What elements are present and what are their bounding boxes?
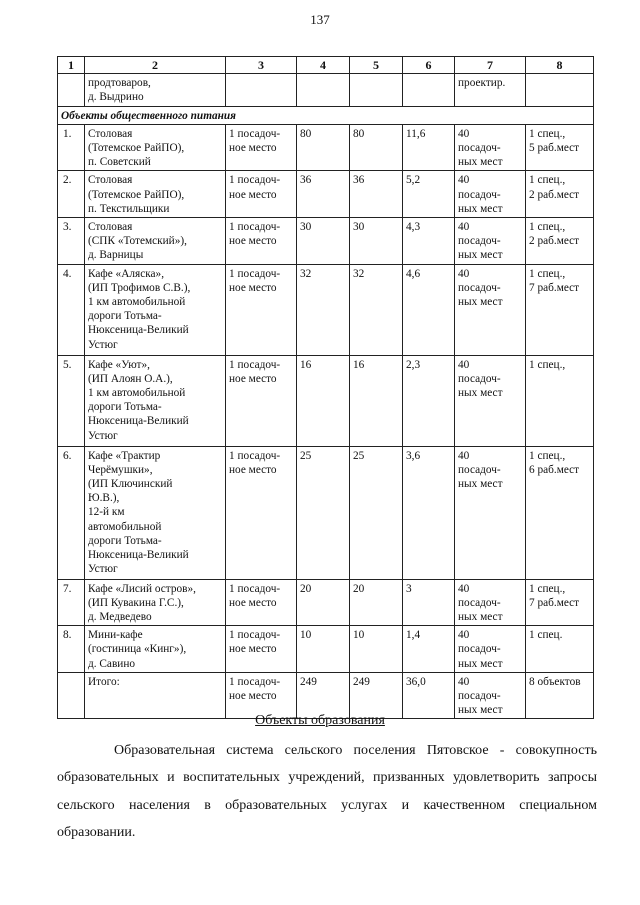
body-paragraph: Образовательная система сельского поселения Пятовское - совокупность образовательных и воспитательных учреждений, призванных удовлетворить запросы сельского населения в образовательных услугах и качественном специальном образовании. — [57, 743, 597, 840]
table-row — [58, 355, 594, 446]
table-cell: 11,6 — [403, 124, 455, 171]
table-row — [58, 124, 594, 171]
table-cell — [403, 74, 455, 106]
section-title: Объекты общественного питания — [58, 106, 594, 124]
table-cell: 1 посадоч- ное место — [226, 446, 297, 579]
header-cell-3: 3 — [226, 57, 297, 74]
header-cell-1: 1 — [58, 57, 85, 74]
table-cell: Итого: — [85, 672, 226, 719]
table-cell: 1 спец., 6 раб.мест — [526, 446, 594, 579]
table-cell: 8 объектов — [526, 672, 594, 719]
table-cell: 8. — [58, 626, 85, 673]
table-cell: 249 — [297, 672, 350, 719]
table-cell: 2,3 — [403, 355, 455, 446]
table-cell: 1 спец., 7 раб.мест — [526, 264, 594, 355]
table-cell — [58, 672, 85, 719]
section-row — [58, 106, 594, 124]
header-cell-2: 2 — [85, 57, 226, 74]
table-cell: 10 — [350, 626, 403, 673]
table-cell: 1 спец., — [526, 355, 594, 446]
table-cell: 10 — [297, 626, 350, 673]
catering-objects-table — [57, 56, 594, 719]
header-cell-5: 5 — [350, 57, 403, 74]
table-body — [58, 57, 594, 719]
table-cell: 20 — [350, 579, 403, 626]
table-row — [58, 218, 594, 265]
table-cell: 249 — [350, 672, 403, 719]
table-cell: Кафе «Трактир Черёмушки», (ИП Ключинский Ю.В.), 12-й км автомобильной дороги Тотьма- Нюксеница-Великий Устюг — [85, 446, 226, 579]
table-cell: продтоваров, д. Выдрино — [85, 74, 226, 106]
table-header-row — [58, 57, 594, 74]
table-cell — [297, 74, 350, 106]
table-cell: 32 — [350, 264, 403, 355]
table-cell: 36,0 — [403, 672, 455, 719]
header-cell-8: 8 — [526, 57, 594, 74]
table-cell: 1 посадоч- ное место — [226, 672, 297, 719]
header-cell-7: 7 — [455, 57, 526, 74]
table-row — [58, 171, 594, 218]
table-cell — [350, 74, 403, 106]
table-cell: 1 посадоч- ное место — [226, 355, 297, 446]
table-cell: 40 посадоч- ных мест — [455, 355, 526, 446]
table-cell: 40 посадоч- ных мест — [455, 579, 526, 626]
table-cell: Мини-кафе (гостиница «Кинг»), д. Савино — [85, 626, 226, 673]
table-cell: 40 посадоч- ных мест — [455, 672, 526, 719]
table-row — [58, 446, 594, 579]
table-cell: 6. — [58, 446, 85, 579]
table-cell: 32 — [297, 264, 350, 355]
table-cell — [58, 74, 85, 106]
table-cell: 1 спец., 2 раб.мест — [526, 171, 594, 218]
table-cell: 40 посадоч- ных мест — [455, 446, 526, 579]
table-row — [58, 74, 594, 106]
table-cell: 3,6 — [403, 446, 455, 579]
table-cell: 1 посадоч- ное место — [226, 264, 297, 355]
table-cell: 1. — [58, 124, 85, 171]
table-cell: 40 посадоч- ных мест — [455, 626, 526, 673]
table-cell — [226, 74, 297, 106]
table-cell: Кафе «Уют», (ИП Алоян О.А.), 1 км автомобильной дороги Тотьма- Нюксеница-Великий Устюг — [85, 355, 226, 446]
table-cell: 4. — [58, 264, 85, 355]
table-cell: 1 посадоч- ное место — [226, 579, 297, 626]
section-subheading: Объекты образования — [255, 713, 385, 728]
table-cell: 36 — [297, 171, 350, 218]
table-cell: Кафе «Аляска», (ИП Трофимов С.В.), 1 км автомобильной дороги Тотьма- Нюксеница-Великий Устюг — [85, 264, 226, 355]
table-cell: 2. — [58, 171, 85, 218]
table-cell: 7. — [58, 579, 85, 626]
table-cell: 1 посадоч- ное место — [226, 124, 297, 171]
table-cell: 5,2 — [403, 171, 455, 218]
table-cell: 1 спец., 5 раб.мест — [526, 124, 594, 171]
table-cell: 16 — [350, 355, 403, 446]
table-row — [58, 579, 594, 626]
table-cell: 3. — [58, 218, 85, 265]
table-cell: 4,6 — [403, 264, 455, 355]
table-cell: Столовая (СПК «Тотемский»), д. Варницы — [85, 218, 226, 265]
table-cell: Кафе «Лисий остров», (ИП Кувакина Г.С.), д. Медведево — [85, 579, 226, 626]
table-cell: 25 — [297, 446, 350, 579]
table-cell: 1 спец., 2 раб.мест — [526, 218, 594, 265]
table-cell: 1 посадоч- ное место — [226, 171, 297, 218]
table-cell: Столовая (Тотемское РайПО), п. Советский — [85, 124, 226, 171]
table-row — [58, 626, 594, 673]
table-cell: 40 посадоч- ных мест — [455, 171, 526, 218]
table-cell: 1,4 — [403, 626, 455, 673]
table-cell: 80 — [297, 124, 350, 171]
table-cell: 1 спец. — [526, 626, 594, 673]
table-cell: 1 спец., 7 раб.мест — [526, 579, 594, 626]
table-cell: 20 — [297, 579, 350, 626]
table-cell: 25 — [350, 446, 403, 579]
table-cell: 30 — [350, 218, 403, 265]
table-cell: 3 — [403, 579, 455, 626]
table-cell: 40 посадоч- ных мест — [455, 264, 526, 355]
table-cell: Столовая (Тотемское РайПО), п. Текстильщики — [85, 171, 226, 218]
table-row — [58, 264, 594, 355]
table-cell: 36 — [350, 171, 403, 218]
table-cell: 80 — [350, 124, 403, 171]
table-cell: проектир. — [455, 74, 526, 106]
table-cell — [526, 74, 594, 106]
header-cell-4: 4 — [297, 57, 350, 74]
table-row — [58, 672, 594, 719]
header-cell-6: 6 — [403, 57, 455, 74]
table-cell: 30 — [297, 218, 350, 265]
table-cell: 1 посадоч- ное место — [226, 626, 297, 673]
page-number: 137 — [310, 12, 330, 27]
table-cell: 1 посадоч- ное место — [226, 218, 297, 265]
table-cell: 40 посадоч- ных мест — [455, 218, 526, 265]
table-cell: 4,3 — [403, 218, 455, 265]
table-cell: 40 посадоч- ных мест — [455, 124, 526, 171]
table-cell: 16 — [297, 355, 350, 446]
table-cell: 5. — [58, 355, 85, 446]
